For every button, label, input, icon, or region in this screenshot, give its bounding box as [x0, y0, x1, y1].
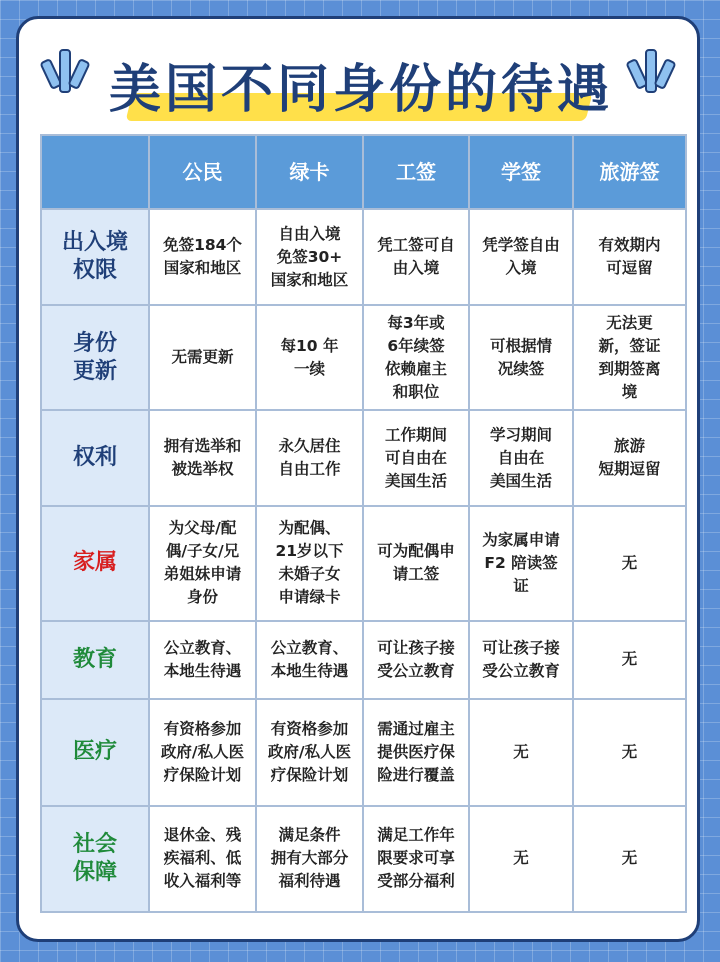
table-cell: 为配偶、 21岁以下 未婚子女 申请绿卡 [256, 506, 363, 620]
header-row [41, 135, 686, 209]
table-cell: 工作期间 可自由在 美国生活 [363, 410, 469, 506]
table-row [41, 506, 686, 620]
table-cell: 无 [469, 806, 573, 912]
comparison-table [40, 134, 687, 913]
table-cell: 可让孩子接 受公立教育 [363, 621, 469, 699]
table-row [41, 699, 686, 805]
header-tourist-visa: 旅游签 [573, 135, 686, 209]
table-cell: 有资格参加 政府/私人医 疗保险计划 [149, 699, 256, 805]
table-body [41, 209, 686, 912]
table-cell: 可为配偶申 请工签 [363, 506, 469, 620]
header-student-visa: 学签 [469, 135, 573, 209]
table-row [41, 621, 686, 699]
table-cell: 退休金、残 疾福利、低 收入福利等 [149, 806, 256, 912]
table-cell: 无 [573, 621, 686, 699]
table-cell: 旅游 短期逗留 [573, 410, 686, 506]
header-green-card: 绿卡 [256, 135, 363, 209]
table-cell: 拥有选举和 被选举权 [149, 410, 256, 506]
table-cell: 无法更 新，签证 到期签离 境 [573, 305, 686, 409]
table-cell: 每3年或 6年续签 依赖雇主 和职位 [363, 305, 469, 409]
table-cell: 无 [469, 699, 573, 805]
table-row [41, 305, 686, 409]
table-cell: 为家属申请 F2 陪读签 证 [469, 506, 573, 620]
table-cell: 无需更新 [149, 305, 256, 409]
row-label: 家属 [41, 506, 149, 620]
table-row [41, 410, 686, 506]
page-title: 美国不同身份的待遇 [108, 60, 613, 120]
table-cell: 有效期内 可逗留 [573, 209, 686, 305]
table-row [41, 209, 686, 305]
table-cell: 无 [573, 806, 686, 912]
table-cell: 学习期间 自由在 美国生活 [469, 410, 573, 506]
row-label: 医疗 [41, 699, 149, 805]
table-cell: 公立教育、 本地生待遇 [149, 621, 256, 699]
table-cell: 有资格参加 政府/私人医 疗保险计划 [256, 699, 363, 805]
table-cell: 可让孩子接 受公立教育 [469, 621, 573, 699]
table-cell: 满足条件 拥有大部分 福利待遇 [256, 806, 363, 912]
table-cell: 公立教育、 本地生待遇 [256, 621, 363, 699]
table-cell: 凭学签自由 入境 [469, 209, 573, 305]
table-row [41, 806, 686, 912]
title-area [19, 41, 703, 131]
header-citizen: 公民 [149, 135, 256, 209]
row-label: 权利 [41, 410, 149, 506]
row-label: 出入境 权限 [41, 209, 149, 305]
table-cell: 为父母/配 偶/子女/兄 弟姐妹申请 身份 [149, 506, 256, 620]
row-label: 社会 保障 [41, 806, 149, 912]
content-card [16, 16, 700, 942]
table-cell: 每10 年 一续 [256, 305, 363, 409]
table-cell: 永久居住 自由工作 [256, 410, 363, 506]
table-cell: 需通过雇主 提供医疗保 险进行覆盖 [363, 699, 469, 805]
table-cell: 自由入境 免签30+ 国家和地区 [256, 209, 363, 305]
table-cell: 可根据情 况续签 [469, 305, 573, 409]
table-cell: 凭工签可自 由入境 [363, 209, 469, 305]
table-cell: 满足工作年 限要求可享 受部分福利 [363, 806, 469, 912]
row-label: 身份 更新 [41, 305, 149, 409]
row-label: 教育 [41, 621, 149, 699]
table-cell: 无 [573, 699, 686, 805]
table-cell: 无 [573, 506, 686, 620]
header-corner [41, 135, 149, 209]
header-work-visa: 工签 [363, 135, 469, 209]
table-cell: 免签184个 国家和地区 [149, 209, 256, 305]
